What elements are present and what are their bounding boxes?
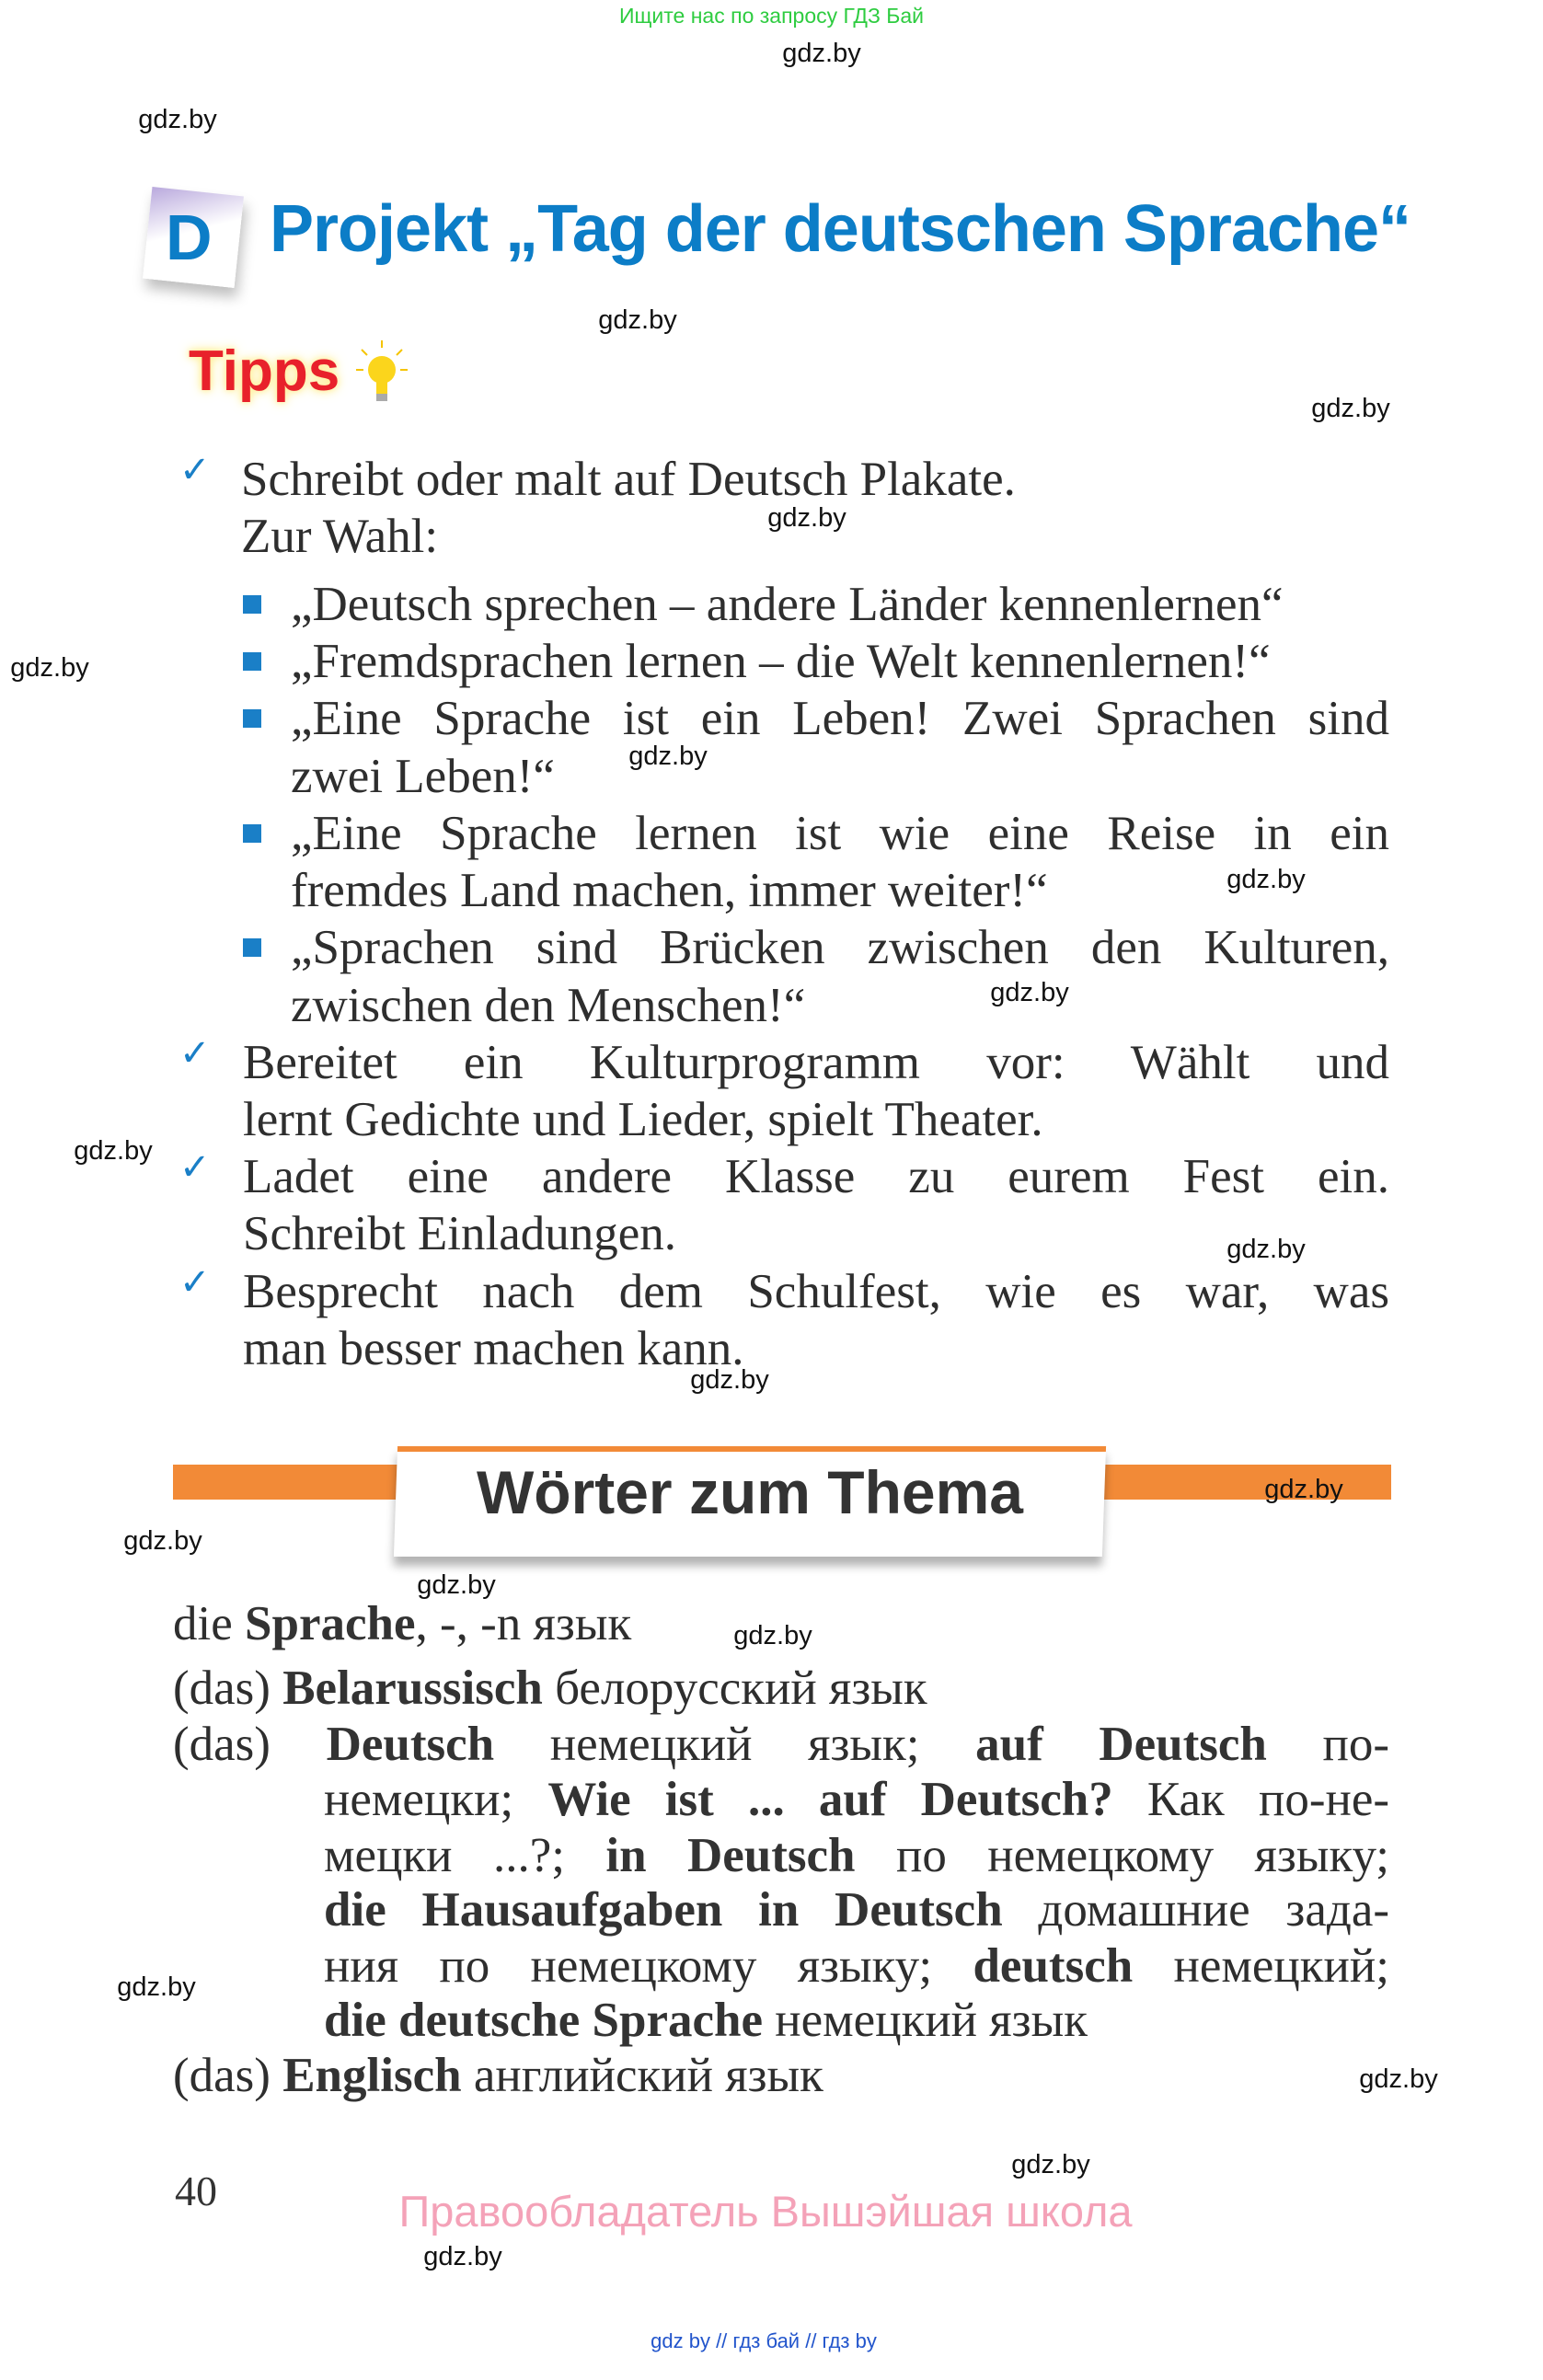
tip-text: lernt Gedichte und Lieder, spielt Theater. — [243, 1093, 1043, 1146]
watermark: gdz.by — [10, 653, 89, 683]
slogan-text: zwei Leben!“ — [291, 750, 555, 803]
copyright-notice: Правообладатель Вышэйшая школа — [398, 2187, 1133, 2236]
tip-text: Zur Wahl: — [241, 510, 439, 563]
vocab-text: ния по немецкому языку; — [324, 1939, 973, 1993]
vocab-text: белорусский язык — [542, 1661, 927, 1715]
vocab-line — [324, 1938, 1389, 1994]
vocab-term: Wie ist ... auf Deutsch? — [547, 1773, 1113, 1826]
watermark: gdz.by — [733, 1621, 812, 1650]
page-number: 40 — [175, 2167, 217, 2214]
vocab-term: auf Deutsch — [975, 1718, 1267, 1771]
watermark: gdz.by — [598, 305, 677, 335]
vocab-line — [324, 1772, 1389, 1827]
tip-text: Bereitet ein Kulturprogramm vor: Wählt und — [243, 1036, 1389, 1089]
vocab-term: in Deutsch — [605, 1829, 856, 1882]
vocab-term: die Hausaufgaben in Deutsch — [324, 1883, 1003, 1937]
bullet-square-icon — [243, 652, 261, 671]
slogan-text: „Deutsch sprechen – andere Länder kennenlernen“ — [291, 578, 1284, 631]
vocab-line — [173, 2048, 823, 2103]
watermark: gdz.by — [628, 742, 708, 771]
watermark: gdz.by — [1264, 1475, 1343, 1504]
slogan-text: zwischen den Menschen!“ — [291, 979, 806, 1032]
lightbulb-icon — [354, 339, 409, 412]
tip-text: Schreibt Einladungen. — [243, 1207, 676, 1260]
watermark: gdz.by — [417, 1570, 496, 1600]
vocab-text: немецкий; — [1133, 1939, 1389, 1993]
vocab-text: домашние зада- — [1002, 1883, 1389, 1937]
vocab-text: по немецкому языку; — [855, 1829, 1389, 1882]
vocab-text: немецки; — [324, 1773, 548, 1826]
vocab-text: Как по-не- — [1112, 1773, 1389, 1826]
vocab-text: (das) — [173, 1718, 327, 1771]
watermark: gdz.by — [1359, 2064, 1438, 2094]
vocab-text: (das) — [173, 1661, 283, 1715]
watermark: gdz.by — [1311, 394, 1390, 423]
slogan-text: fremdes Land machen, immer weiter!“ — [291, 864, 1048, 917]
vocab-term: die deutsche Sprache — [324, 1994, 763, 2047]
slogan-text: „Sprachen sind Brücken zwischen den Kulturen, — [291, 921, 1389, 974]
vocab-line — [324, 1993, 1088, 2048]
vocab-line — [173, 1596, 631, 1651]
vocab-term: Belarussisch — [282, 1661, 543, 1715]
section-letter: D — [166, 201, 213, 273]
slogan-text: „Eine Sprache lernen ist wie eine Reise in ein — [291, 807, 1389, 860]
vocab-text: , -, -n язык — [415, 1597, 632, 1650]
bullet-square-icon — [243, 595, 261, 614]
watermark: gdz.by — [1011, 2150, 1090, 2179]
bullet-square-icon — [243, 824, 261, 843]
vocab-line — [173, 1717, 1389, 1772]
bullet-square-icon — [243, 709, 261, 728]
vocab-line — [324, 1882, 1389, 1937]
watermark: gdz.by — [767, 503, 846, 533]
slogan-text: „Fremdsprachen lernen – die Welt kennenlernen!“ — [291, 635, 1271, 688]
watermark: gdz.by — [138, 105, 217, 134]
slogan-text: „Eine Sprache ist ein Leben! Zwei Sprachen sind — [291, 692, 1389, 745]
watermark: gdz.by — [123, 1526, 202, 1556]
bullet-square-icon — [243, 938, 261, 957]
vocab-text: (das) — [173, 2049, 283, 2102]
vocab-text: мецки ...?; — [324, 1829, 606, 1882]
tipps-label: Tipps — [189, 339, 340, 403]
header-note: Ищите нас по запросу ГДЗ Бай — [618, 4, 925, 28]
page-title: Projekt „Tag der deutschen Sprache“ — [270, 192, 1411, 266]
tip-text: Schreibt oder malt auf Deutsch Plakate. — [241, 453, 1016, 506]
watermark: gdz.by — [74, 1136, 153, 1166]
check-icon: ✓ — [179, 449, 211, 491]
vocab-text: немецкий язык — [763, 1994, 1088, 2047]
check-icon: ✓ — [179, 1032, 211, 1075]
footer-links[interactable]: gdz by // гдз бай // гдз by — [651, 2329, 877, 2352]
vocab-text: по- — [1266, 1718, 1389, 1771]
watermark: gdz.by — [782, 39, 861, 68]
watermark: gdz.by — [1226, 1235, 1306, 1264]
tip-text: Ladet eine andere Klasse zu eurem Fest ein. — [243, 1150, 1389, 1203]
tip-text: Besprecht nach dem Schulfest, wie es war, was — [243, 1265, 1389, 1318]
tip-text: man besser machen kann. — [243, 1322, 744, 1375]
vocab-term: deutsch — [973, 1939, 1134, 1993]
watermark: gdz.by — [423, 2242, 502, 2271]
check-icon: ✓ — [179, 1261, 211, 1304]
watermark: gdz.by — [690, 1365, 769, 1395]
vocab-text: английский язык — [461, 2049, 823, 2102]
vocab-text: немецкий язык; — [494, 1718, 976, 1771]
vocab-title: Wörter zum Thema — [476, 1458, 1024, 1526]
watermark: gdz.by — [990, 978, 1069, 1007]
vocab-line — [324, 1828, 1389, 1883]
vocab-term: Englisch — [282, 2049, 462, 2102]
vocab-text: die — [173, 1597, 245, 1650]
vocab-term: Deutsch — [326, 1718, 495, 1771]
check-icon: ✓ — [179, 1146, 211, 1189]
watermark: gdz.by — [117, 1972, 196, 2002]
vocab-term: Sprache — [245, 1597, 416, 1650]
watermark: gdz.by — [1226, 865, 1306, 894]
vocab-line — [173, 1661, 927, 1716]
